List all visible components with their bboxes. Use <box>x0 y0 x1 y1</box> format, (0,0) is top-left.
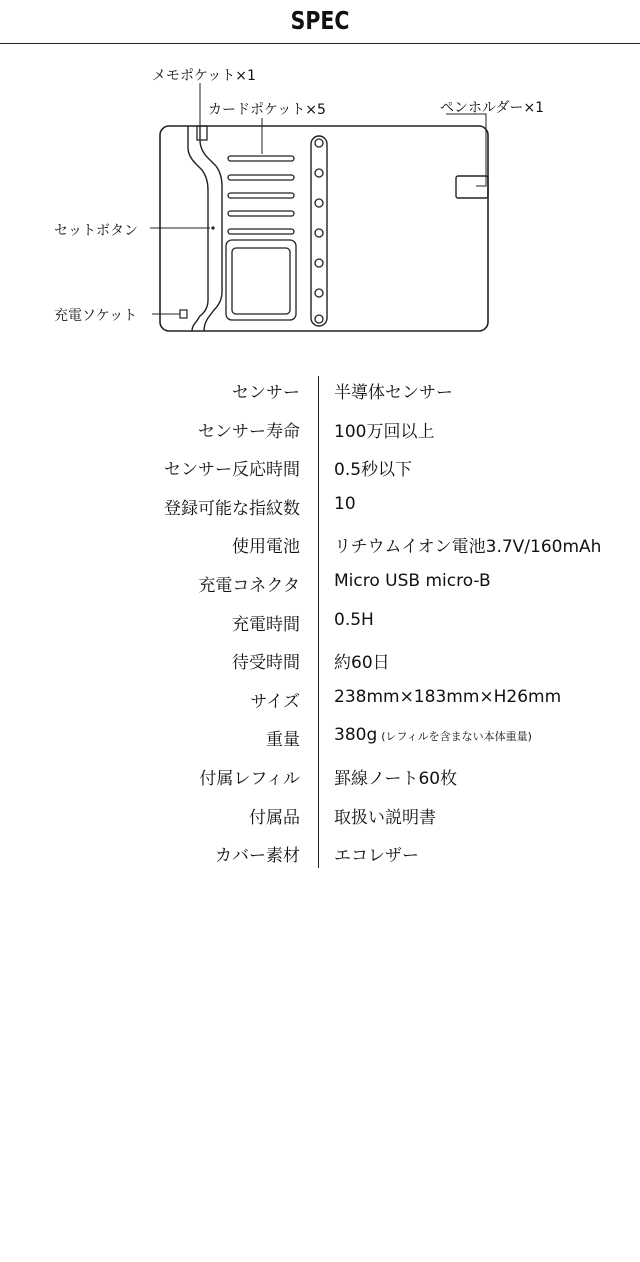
spec-label: 付属品 <box>249 807 300 828</box>
spec-row <box>0 642 640 680</box>
binder-rings <box>311 136 327 326</box>
memo-pocket-label: メモポケット×1 <box>152 68 256 84</box>
charge-socket <box>180 310 187 318</box>
page-title: SPEC <box>290 6 350 35</box>
window-pocket <box>226 240 296 320</box>
spec-value-text: 10 <box>334 493 356 514</box>
spec-label: カバー素材 <box>215 846 300 867</box>
spec-row <box>0 372 640 410</box>
card-pockets <box>228 156 294 234</box>
spec-value <box>334 687 561 707</box>
spec-label: センサー寿命 <box>198 421 300 442</box>
spec-row <box>0 488 640 526</box>
spec-value <box>334 455 412 480</box>
spec-label: 付属レフィル <box>199 769 300 789</box>
spec-value <box>334 648 390 673</box>
spec-row <box>0 449 640 487</box>
spec-row <box>0 681 640 719</box>
spec-value <box>334 417 434 442</box>
product-diagram <box>0 44 640 344</box>
set-button <box>211 226 214 229</box>
charge-socket-label: 充電ソケット <box>54 308 138 324</box>
spec-row <box>0 758 640 796</box>
spec-row <box>0 565 640 603</box>
spec-value <box>334 841 419 866</box>
spec-row <box>0 604 640 642</box>
spec-value-text: 約60日 <box>334 653 390 674</box>
spec-value-text: Micro USB micro-B <box>334 571 491 591</box>
spec-value-text: 罫線ノート60枚 <box>334 769 458 789</box>
spec-value-text: 取扱い説明書 <box>334 807 436 828</box>
pen-holder <box>456 176 488 198</box>
spec-value <box>334 610 374 630</box>
spec-value-text: 238mm×183mm×H26mm <box>334 686 562 707</box>
spec-label: 充電コネクタ <box>198 576 300 596</box>
card-pocket-label: カードポケット×5 <box>208 102 326 118</box>
spec-label: サイズ <box>250 691 300 712</box>
spec-label: 使用電池 <box>232 537 300 558</box>
window-pocket-inner <box>232 248 290 314</box>
spec-label: 登録可能な指紋数 <box>164 498 300 519</box>
spec-value-text: リチウムイオン電池3.7V/160mAh <box>334 537 602 558</box>
spec-value-text: 0.5H <box>334 609 374 630</box>
spec-row <box>0 797 640 835</box>
spec-label: センサー反応時間 <box>164 460 300 481</box>
spec-label: 充電時間 <box>232 614 300 635</box>
spec-value <box>334 494 356 514</box>
spec-value <box>334 803 436 828</box>
spec-value-text: エコレザー <box>334 846 419 867</box>
spec-label: 重量 <box>266 730 300 751</box>
spec-row <box>0 526 640 564</box>
spec-value <box>334 571 491 591</box>
spec-value <box>334 764 457 789</box>
spec-value-note: (レフィルを含まない本体重量) <box>381 730 532 744</box>
pen-holder-label: ペンホルダー×1 <box>440 100 545 116</box>
spec-label: 待受時間 <box>232 653 300 674</box>
pen-holder-leader <box>446 114 486 186</box>
spec-value-text: 380g <box>334 725 378 746</box>
set-button-label: セットボタン <box>54 223 138 239</box>
spec-row <box>0 835 640 873</box>
memo-pocket <box>197 126 207 140</box>
spec-row <box>0 719 640 757</box>
spec-value <box>334 378 453 403</box>
spec-value-text: 半導体センサー <box>334 383 453 403</box>
spec-row <box>0 411 640 449</box>
spec-value <box>334 532 601 557</box>
spec-value-text: 0.5秒以下 <box>334 460 413 481</box>
spec-value <box>334 725 532 745</box>
spec-label: センサー <box>232 383 300 403</box>
spec-value-text: 100万回以上 <box>334 421 435 442</box>
